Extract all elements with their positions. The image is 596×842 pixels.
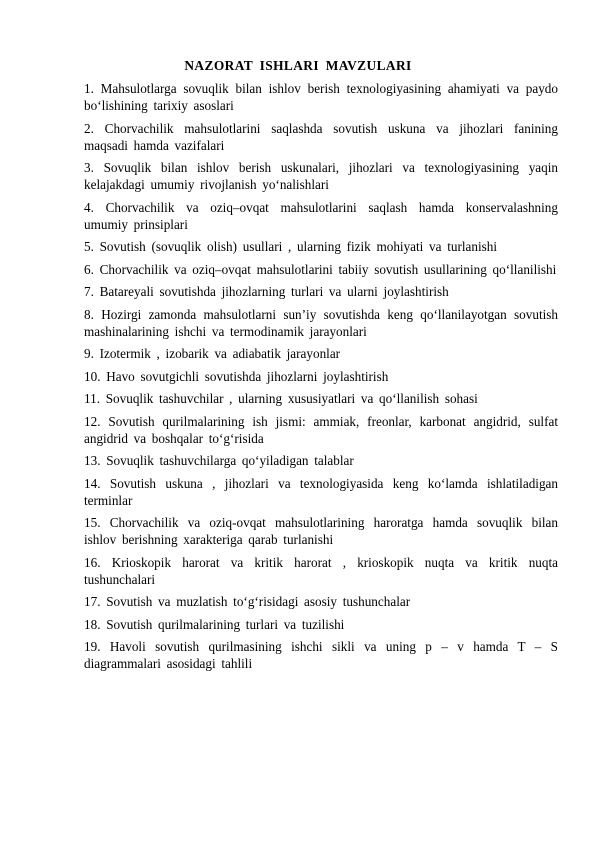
page-title: NAZORAT ISHLARI MAVZULARI — [184, 58, 412, 73]
list-item — [84, 413, 558, 447]
item-number: 15. — [84, 515, 101, 530]
item-number: 9. — [84, 346, 94, 361]
item-text: Chorvachilik mahsulotlarini saqlashda sovutish uskuna va jihozlari fanining maqsadi hamda vazifalari — [84, 120, 558, 153]
item-number: 12. — [84, 413, 101, 429]
list-item — [84, 120, 558, 154]
item-text: Sovuqlik tashuvchilarga qo‘yiladigan talablar — [106, 453, 354, 468]
list-item — [84, 306, 558, 340]
item-number: 1. — [84, 81, 94, 96]
list-item — [84, 238, 558, 255]
item-number: 14. — [84, 475, 101, 491]
list-item — [84, 475, 558, 509]
item-number: 2. — [84, 120, 94, 136]
item-text: Izotermik , izobarik va adiabatik jarayonlar — [99, 346, 341, 361]
item-text: Havoli sovutish qurilmasining ishchi sikli va uning p – v hamda T – S diagrammalari asosidagi tahlili — [84, 639, 558, 671]
item-text: Sovuqlik bilan ishlov berish uskunalari, jihozlari va texnologiyasining yaqin kelajakdagi umumiy rivojlanish yo‘nalishlari — [84, 160, 559, 192]
list-item — [84, 368, 558, 385]
list-item — [84, 345, 558, 362]
item-text: Mahsulotlarga sovuqlik bilan ishlov berish texnologiyasining ahamiyati va paydo bo‘lishining tarixiy asoslari — [84, 81, 558, 113]
item-text: Batareyali sovutishda jihozlarning turlari va ularni joylashtirish — [99, 284, 449, 299]
item-number: 18. — [84, 616, 101, 632]
item-number: 19. — [84, 639, 101, 654]
item-text: Sovutish uskuna , jihozlari va texnologiyasida keng ko‘lamda ishlatiladigan terminlar — [84, 475, 558, 508]
list-item — [84, 283, 558, 300]
list-item — [84, 616, 558, 633]
list-item — [84, 80, 558, 114]
list-item — [84, 593, 558, 610]
list-item — [84, 514, 558, 548]
item-number: 3. — [84, 160, 94, 175]
item-text: Sovutish (sovuqlik olish) usullari , ularning fizik mohiyati va turlanishi — [99, 239, 498, 254]
item-text: Hozirgi zamonda mahsulotlarni sun’iy sovutishda keng qo‘llanilayotgan sovutish mashinalarining ishchi va termodinamik jarayonlari — [84, 306, 559, 339]
item-number: 11. — [84, 391, 100, 406]
item-text: Sovutish qurilmalarining ish jismi: ammiak, freonlar, karbonat angidrid, sulfat angidrid va boshqalar to‘g‘risida — [84, 413, 559, 446]
item-text: Havo sovutgichli sovutishda jihozlarni joylashtirish — [106, 368, 389, 384]
list-item — [84, 159, 558, 193]
item-number: 8. — [84, 306, 94, 322]
item-text: Sovutish qurilmalarining turlari va tuzilishi — [106, 616, 345, 632]
item-text: Chorvachilik va oziq–ovqat mahsulotlarini saqlash hamda konservalashning umumiy prinsiplari — [84, 199, 558, 232]
list-item — [84, 638, 558, 672]
item-text: Sovuqlik tashuvchilar , ularning xususiyatlari va qo‘llanilish sohasi — [105, 391, 478, 406]
item-number: 16. — [84, 554, 101, 570]
item-number: 5. — [84, 239, 94, 254]
list-item — [84, 452, 558, 469]
item-text: Chorvachilik va oziq–ovqat mahsulotlarini tabiiy sovutish usullarining qo‘llanilishi — [99, 261, 557, 277]
item-number: 13. — [84, 453, 101, 468]
item-number: 10. — [84, 368, 101, 384]
item-number: 4. — [84, 199, 94, 215]
topic-list — [84, 80, 558, 678]
item-number: 6. — [84, 261, 94, 277]
item-text: Krioskopik harorat va kritik harorat , krioskopik nuqta va kritik nuqta tushunchalari — [84, 554, 558, 587]
list-item — [84, 199, 558, 233]
list-item — [84, 390, 558, 407]
item-number: 7. — [84, 284, 94, 299]
item-text: Chorvachilik va oziq-ovqat mahsulotlarining haroratga hamda sovuqlik bilan ishlov berishning xarakteriga qarab turlanishi — [84, 515, 558, 547]
list-item — [84, 261, 558, 278]
list-item — [84, 554, 558, 588]
item-text: Sovutish va muzlatish to‘g‘risidagi asosiy tushunchalar — [106, 594, 411, 609]
item-number: 17. — [84, 594, 101, 609]
